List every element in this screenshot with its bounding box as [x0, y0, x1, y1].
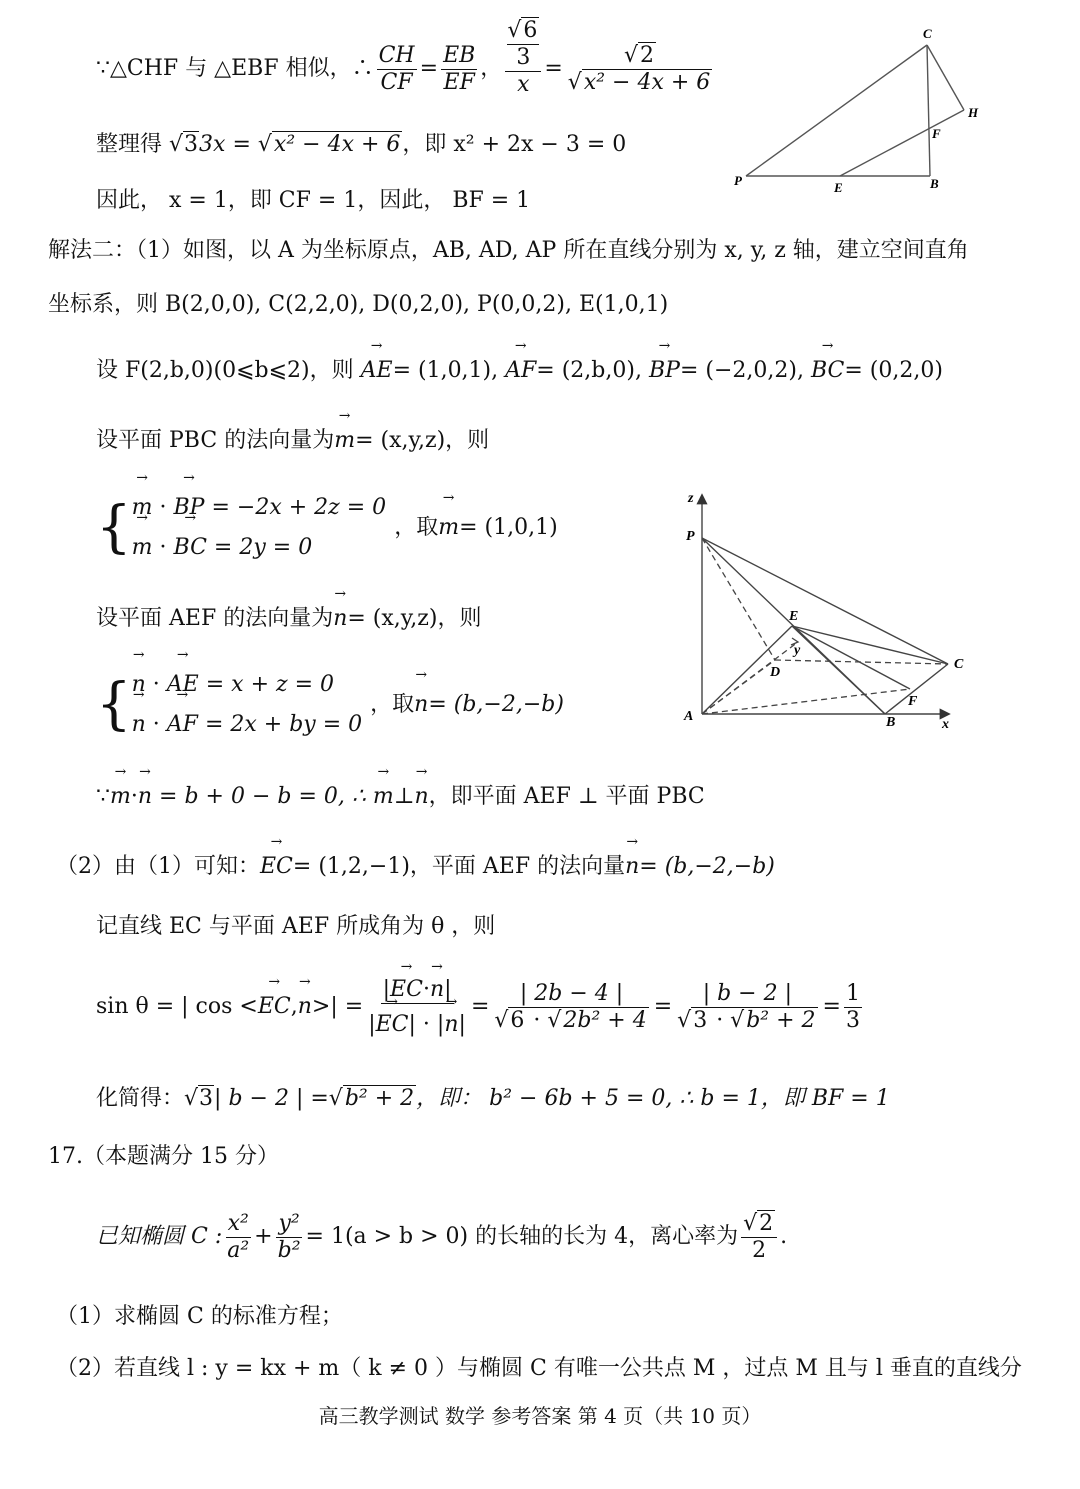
vector-m: → m: [132, 488, 153, 528]
system-1-row-1: → m · → BP = −2x + 2z = 0: [132, 488, 387, 528]
label-y: y: [794, 643, 801, 658]
eq-text: = x + z = 0: [205, 672, 335, 697]
fraction-y2-b2: [276, 1211, 303, 1264]
line-2-expr-b: x² − 4x + 6: [273, 132, 401, 157]
sin-theta-lhs: sin θ = | cos <: [96, 994, 258, 1019]
frac-den: 2: [752, 1237, 767, 1263]
edge-ec: [792, 626, 948, 664]
dot: ·: [130, 784, 138, 809]
system-2: { → n · → AE = x + z = 0 → n · → AF = 2x + by = 0 ，取 → n = (b,−2,−b): [96, 665, 564, 745]
sqrt-radicand: 6: [523, 18, 538, 43]
vector-n: → n: [333, 604, 347, 634]
line-10: [56, 852, 775, 882]
sqrt-radicand: x² − 4x + 6: [583, 69, 711, 95]
frac-den: CF: [380, 69, 413, 95]
line-7-label: 设平面 PBC 的法向量为: [96, 428, 335, 453]
line-2-tail: ，即 x² + 2x − 3 = 0: [402, 132, 627, 157]
line-3: 因此， x = 1，即 CF = 1，因此， BF = 1: [96, 188, 531, 213]
frac-num: | b − 2 |: [702, 980, 792, 1006]
system-2-row-1: → n · → AE = x + z = 0: [132, 665, 363, 705]
label-f: F: [932, 126, 941, 141]
ellipse-condition: = 1(a > b > 0) 的长轴的长为 4，离心率为: [305, 1224, 739, 1249]
plus: +: [254, 1224, 273, 1249]
line-16: （1）求椭圆 C 的标准方程；: [56, 1304, 343, 1329]
period: .: [780, 1224, 788, 1249]
vector-bc: → BC: [811, 356, 844, 386]
fraction-3: $\frac{| b - 2 |}{\text{√3 · √b² + 2}}$: [677, 980, 816, 1033]
frac-den: b²: [277, 1237, 301, 1263]
m-value: = (1,0,1): [459, 515, 558, 540]
label-e: E: [789, 609, 799, 624]
label-h: H: [968, 105, 979, 120]
frac-den-three: 3: [516, 45, 531, 70]
label-z: z: [688, 491, 694, 506]
vector-af-value: = (2,b,0),: [536, 358, 642, 383]
vector-m: → m: [373, 782, 394, 812]
vector-bc: → BC: [174, 528, 207, 568]
line-10-label: （2）由（1）可知：: [56, 854, 260, 879]
line-10-mid: = (1,2,−1)，平面 AEF 的法向量: [292, 854, 626, 879]
dot: ·: [422, 976, 430, 1002]
line-2-label: 整理得: [96, 132, 163, 157]
take-label: ，取: [370, 692, 415, 717]
segment-pc: [746, 45, 927, 176]
line-4: 解法二：（1）如图，以 A 为坐标原点，AB, AD, AP 所在直线分别为 x, y, z 轴，建立空间直角: [48, 238, 969, 263]
vector-ae: → AE: [167, 665, 199, 705]
fraction-4: [844, 981, 862, 1034]
eq-text: = −2x + 2z = 0: [211, 495, 387, 520]
line-6-label: 设 F(2,b,0)(0⩽b⩽2)，则: [96, 358, 354, 383]
sqrt-radicand: 2: [759, 1210, 774, 1236]
vector-af: → AF: [167, 705, 198, 745]
close-bracket: >| =: [311, 994, 364, 1019]
segment-cb: [927, 45, 930, 176]
line-12: sin θ = | cos < → EC , → n >| = $\frac{|\to EC\cdot\to n|}{|\to EC| \cdot |\to n|}$ = $\frac{| 2b - 4 |}{\text{√6 · √2b² + 4}}$ = $\frac{| b - 2 |}{\text{√3 · √b² + 2}}$ = $\frac{1}{3}$: [96, 972, 865, 1042]
label-p: P: [686, 529, 695, 544]
sqrt-radicand: b² + 2: [344, 1086, 415, 1111]
abs-mid: | · |: [408, 1011, 445, 1037]
line-13-tail: ，即： b² − 6b + 5 = 0, ∴ b = 1，即 BF = 1: [416, 1086, 890, 1111]
frac-num: y²: [278, 1210, 300, 1236]
vector-n: → n: [444, 1012, 458, 1038]
vector-m: → m: [110, 782, 131, 812]
fraction-root2-over-root-quadratic: $\frac{√2}{\text{√x² − 4x + 6}}$: [567, 42, 711, 95]
vector-n: → n: [414, 685, 428, 725]
line-6: [96, 356, 943, 386]
vector-ae: → AE: [361, 356, 393, 386]
take-label: ，取: [394, 515, 439, 540]
system-2-row-2: → n · → AF = 2x + by = 0: [132, 705, 363, 745]
frac-num: x²: [227, 1210, 249, 1236]
vector-n: → n: [132, 665, 146, 705]
vector-bp: → BP: [174, 488, 205, 528]
frac-den: EF: [443, 69, 475, 95]
fraction-x2-a2: [225, 1211, 251, 1264]
edge-af: [702, 689, 910, 714]
segment-ch: [927, 45, 964, 110]
vector-n: → n: [298, 992, 312, 1022]
fraction-root2-over-2: $\frac{√2}{2}$: [741, 1211, 777, 1264]
because-sign: ∵: [96, 784, 110, 809]
frac-den: x: [517, 72, 530, 97]
fraction-root6-over-3-over-x: √6 3 x: [505, 18, 541, 98]
comma: ,: [290, 994, 298, 1019]
fraction-eb-ef: [441, 43, 477, 96]
line-10-tail: = (b,−2,−b): [639, 854, 775, 879]
fraction-2: $\frac{| 2b - 4 |}{\text{√6 · √2b² + 4}}$: [494, 980, 647, 1033]
spatial-figure: [680, 488, 980, 738]
vector-ec: → EC: [390, 977, 423, 1003]
vector-m: → m: [438, 508, 459, 548]
vector-bc-value: = (0,2,0): [844, 358, 943, 383]
line-7: [96, 426, 489, 456]
vector-af: → AF: [505, 356, 536, 386]
n-value: = (b,−2,−b): [428, 692, 564, 717]
segment-eh: [840, 110, 964, 176]
sqrt-radicand: 2: [640, 42, 655, 68]
frac-den: a²: [227, 1237, 250, 1263]
label-c: C: [954, 657, 964, 672]
line-5: 坐标系，则 B(2,0,0), C(2,2,0), D(0,2,0), P(0,0,2), E(1,0,1): [48, 292, 669, 317]
frac-den: 3: [845, 1007, 860, 1033]
line-8-label: 设平面 AEF 的法向量为: [96, 606, 334, 631]
line-8: [96, 604, 481, 634]
fraction-1: $\frac{|\to EC\cdot\to n|}{|\to EC| \cdot |\to n|}$: [366, 977, 468, 1038]
vector-n: → n: [138, 782, 152, 812]
edge-eb: [792, 626, 885, 714]
line-9: [96, 782, 705, 812]
system-1-row-2: → m · → BC = 2y = 0: [132, 528, 387, 568]
label-b: B: [930, 176, 939, 191]
fraction-ch-cf: [377, 43, 417, 96]
label-d: D: [770, 665, 781, 680]
eq-text: = 2y = 0: [213, 535, 313, 560]
line-11: 记直线 EC 与平面 AEF 所成角为 θ ，则: [96, 914, 496, 939]
frac-num: EB: [443, 42, 476, 68]
line-17: （2）若直线 l : y = kx + m（ k ≠ 0 ）与椭圆 C 有唯一公共点 M ，过点 M 且与 l 垂直的直线分: [56, 1356, 1022, 1381]
perp: ⊥: [393, 784, 415, 809]
frac-num: 1: [845, 980, 860, 1006]
vector-bp: → BP: [649, 356, 680, 386]
abs-expr: | b − 2 | =: [214, 1086, 329, 1111]
sqrt-radicand: 3: [693, 1007, 708, 1033]
label-p: P: [734, 173, 742, 188]
line-9-tail: ，即平面 AEF ⊥ 平面 PBC: [428, 784, 705, 809]
line-2-expr-a: 3x =: [199, 132, 251, 157]
label-a: A: [684, 709, 694, 724]
vector-n: → n: [430, 977, 444, 1003]
line-7-tail: = (x,y,z)，则: [355, 428, 490, 453]
question-17-heading: 17.（本题满分 15 分）: [48, 1144, 279, 1169]
line-2: 整理得 √33x = √x² − 4x + 6，即 x² + 2x − 3 = 0: [96, 132, 627, 157]
similar-triangles-text: ∵△CHF 与 △EBF 相似，∴: [96, 56, 374, 81]
page-footer: 高三教学测试 数学 参考答案 第 4 页（共 10 页）: [318, 1404, 762, 1428]
sqrt-radicand: b² + 2: [746, 1007, 816, 1033]
sqrt-radicand: 6: [510, 1007, 525, 1033]
vector-ec: → EC: [258, 992, 291, 1022]
line-15: [96, 1206, 787, 1268]
sqrt-radicand: 2b² + 4: [563, 1007, 647, 1033]
line-8-tail: = (x,y,z)，则: [347, 606, 482, 631]
vector-ec: → EC: [260, 852, 293, 882]
y-axis: [702, 642, 798, 714]
label-c: C: [923, 26, 932, 41]
system-1: { → m · → BP = −2x + 2z = 0 → m · → BC = 2y = 0 ，取 → m = (1,0,1): [96, 488, 558, 568]
vector-ec: → EC: [376, 1012, 409, 1038]
label-f: F: [908, 694, 918, 709]
line-9-mid: = b + 0 − b = 0, ∴: [159, 784, 366, 809]
line-13: 化简得：√3| b − 2 | =√b² + 2，即： b² − 6b + 5 = 0, ∴ b = 1，即 BF = 1: [96, 1086, 890, 1111]
triangle-figure: [720, 20, 1000, 200]
vector-n: → n: [625, 852, 639, 882]
line-1: ∵△CHF 与 △EBF 相似，∴ $\frac{CH}{CF}$ = $\frac{EB}{EF}$ ， √6 3 x = $\frac{√2}{\text{√x² − 4x + 6}}$: [96, 34, 717, 104]
frac-num: CH: [378, 42, 415, 68]
label-x: x: [942, 717, 949, 732]
edge-pc: [702, 538, 948, 664]
label-b: B: [886, 715, 896, 730]
eq-text: = 2x + by = 0: [204, 712, 363, 737]
vector-n: → n: [132, 705, 146, 745]
frac-num: | 2b − 4 |: [519, 980, 624, 1006]
vector-m: → m: [334, 426, 355, 456]
vector-ae-value: = (1,0,1),: [392, 358, 499, 383]
vector-bp-value: = (−2,0,2),: [679, 358, 804, 383]
vector-m: → m: [132, 528, 153, 568]
line-13-label: 化简得：: [96, 1086, 185, 1111]
label-e: E: [834, 180, 843, 195]
vector-n: → n: [414, 782, 428, 812]
ellipse-label: 已知椭圆 C :: [96, 1224, 223, 1249]
